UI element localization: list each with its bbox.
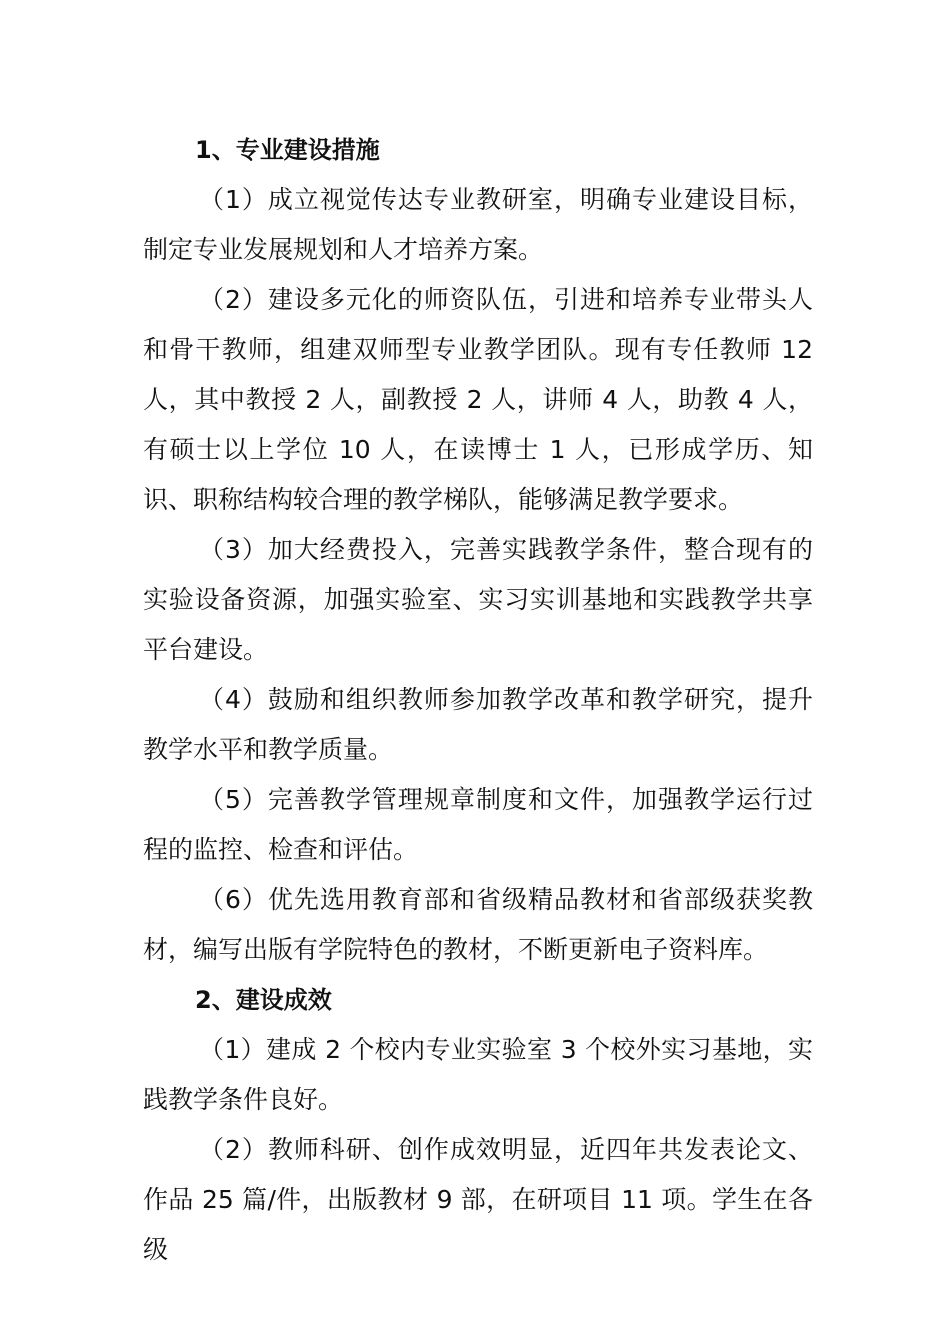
section-heading-measures: 1、专业建设措施 [195,136,380,164]
measure-paragraph-6: （6）优先选用教育部和省级精品教材和省部级获奖教材，编写出版有学院特色的教材，不断更新电子资料库。 [143,885,813,964]
measure-paragraph-4: （4）鼓励和组织教师参加教学改革和教学研究，提升教学水平和教学质量。 [143,685,813,764]
document-body [143,125,813,1275]
measure-paragraph-3: （3）加大经费投入，完善实践教学条件，整合现有的实验设备资源，加强实验室、实习实训基地和实践教学共享平台建设。 [143,535,813,664]
measure-paragraph-5: （5）完善教学管理规章制度和文件，加强教学运行过程的监控、检查和评估。 [143,785,813,864]
measure-paragraph-1: （1）成立视觉传达专业教研室，明确专业建设目标，制定专业发展规划和人才培养方案。 [143,185,813,264]
measure-paragraph-2: （2）建设多元化的师资队伍，引进和培养专业带头人和骨干教师，组建双师型专业教学团队。现有专任教师 12 人，其中教授 2 人，副教授 2 人，讲师 4 人，助教 4 人，有硕士以上学位 10 人，在读博士 1 人，已形成学历、知识、职称结构较合理的教学梯队，能够满足教学要求。 [143,285,813,514]
result-paragraph-1: （1）建成 2 个校内专业实验室 3 个校外实习基地，实践教学条件良好。 [143,1035,813,1114]
result-paragraph-2: （2）教师科研、创作成效明显，近四年共发表论文、作品 25 篇/件，出版教材 9 部，在研项目 11 项。学生在各级 [143,1135,813,1264]
section-heading-results: 2、建设成效 [195,986,332,1014]
